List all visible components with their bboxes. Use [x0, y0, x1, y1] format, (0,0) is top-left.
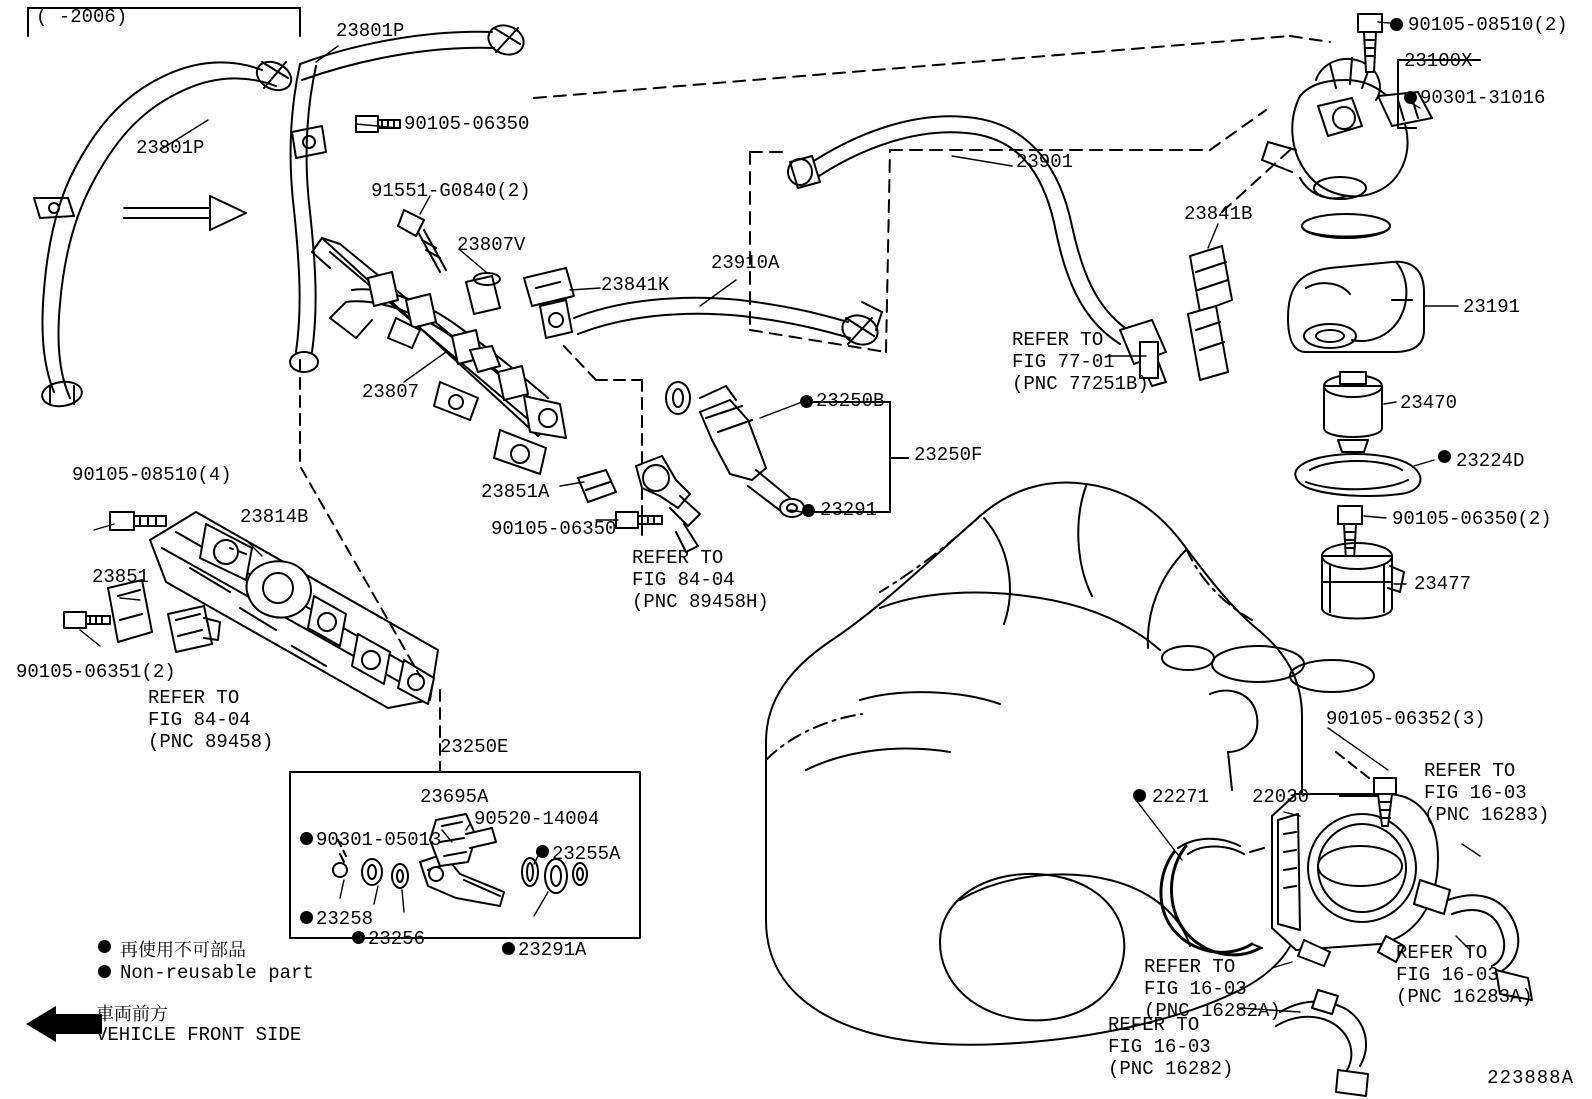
ref-line2: FIG 84-04: [148, 709, 251, 731]
part-label-23910A: 23910A: [711, 252, 780, 274]
ref-line1: REFER TO: [1012, 329, 1104, 351]
ref-line3: (PNC 89458): [148, 731, 274, 753]
ref-77-01: [1012, 329, 1149, 395]
ref-line3: (PNC 16283): [1424, 804, 1550, 826]
ref-16-03-16282a: [1144, 956, 1281, 1022]
ref-line2: FIG 16-03: [1108, 1036, 1211, 1058]
nonreusable-dot: [1390, 18, 1403, 31]
part-label-23801P-left: 23801P: [136, 137, 205, 159]
nonreusable-dot: [802, 504, 815, 517]
nonreusable-dot: [300, 832, 313, 845]
part-label-90301-05013: 90301-05013: [316, 829, 442, 851]
ref-16-03-16282: [1108, 1014, 1233, 1080]
nonreusable-dot: [1133, 789, 1146, 802]
legend-front-jp: 車両前方: [96, 1004, 168, 1025]
nonreusable-dot: [98, 965, 111, 978]
part-label-23291: 23291: [820, 499, 878, 521]
legend-nonreusable-jp: 再使用不可部品: [120, 940, 246, 961]
part-label-23258: 23258: [316, 908, 374, 930]
ref-line2: FIG 84-04: [632, 569, 735, 591]
part-label-23807V: 23807V: [457, 234, 526, 256]
nonreusable-dot: [502, 942, 515, 955]
legend-front-en: VEHICLE FRONT SIDE: [96, 1024, 302, 1046]
ref-line3: (PNC 89458H): [632, 591, 769, 613]
range-note: ( -2006): [36, 6, 128, 28]
ref-line3: (PNC 16282A): [1144, 1000, 1281, 1022]
ref-line1: REFER TO: [1108, 1014, 1200, 1036]
part-label-22030: 22030: [1252, 786, 1310, 808]
ref-16-03-16283a: [1396, 942, 1533, 1008]
legend-nonreusable-en: Non-reusable part: [120, 962, 314, 984]
part-label-23841K: 23841K: [601, 274, 670, 296]
ref-line2: FIG 16-03: [1424, 782, 1527, 804]
part-label-90105-06351-2: 90105-06351(2): [16, 661, 176, 683]
part-label-23191: 23191: [1463, 296, 1521, 318]
part-label-23224D: 23224D: [1456, 450, 1525, 472]
part-label-90105-08510-2: 90105-08510(2): [1408, 14, 1568, 36]
part-label-90105-06350-2: 90105-06350(2): [1392, 508, 1552, 530]
nonreusable-dot: [536, 845, 549, 858]
nonreusable-dot: [98, 940, 111, 953]
part-label-23250E: 23250E: [440, 736, 509, 758]
part-label-23255A: 23255A: [552, 843, 621, 865]
part-label-90105-06350-top: 90105-06350: [404, 113, 530, 135]
part-label-23851A: 23851A: [481, 481, 550, 503]
ref-84-04: [148, 687, 273, 753]
part-label-23256: 23256: [368, 928, 426, 950]
part-label-23814B: 23814B: [240, 506, 309, 528]
ref-line3: (PNC 77251B): [1012, 373, 1149, 395]
part-label-90105-06350-mid: 90105-06350: [491, 518, 617, 540]
ref-line1: REFER TO: [1144, 956, 1236, 978]
ref-line3: (PNC 16283A): [1396, 986, 1533, 1008]
diagram-code: 223888A: [1487, 1067, 1574, 1089]
ref-84-04-h: [632, 547, 769, 613]
part-label-23250F: 23250F: [914, 444, 983, 466]
part-label-22271: 22271: [1152, 786, 1210, 808]
part-label-23901: 23901: [1016, 151, 1074, 173]
part-label-90105-06352-3: 90105-06352(3): [1326, 708, 1486, 730]
nonreusable-dot: [800, 395, 813, 408]
vehicle-front-arrow: [26, 1006, 102, 1042]
part-label-23851: 23851: [92, 566, 150, 588]
part-label-90105-08510-4: 90105-08510(4): [72, 464, 232, 486]
ref-line1: REFER TO: [148, 687, 240, 709]
ref-line2: FIG 77-01: [1012, 351, 1115, 373]
ref-line2: FIG 16-03: [1144, 978, 1247, 1000]
part-label-23807: 23807: [362, 381, 420, 403]
nonreusable-dot: [352, 931, 365, 944]
ref-line3: (PNC 16282): [1108, 1058, 1234, 1080]
ref-line1: REFER TO: [1396, 942, 1488, 964]
part-label-90520-14004: 90520-14004: [474, 808, 600, 830]
ref-line1: REFER TO: [1424, 760, 1516, 782]
part-label-23100X: 23100X: [1404, 50, 1473, 72]
ref-line2: FIG 16-03: [1396, 964, 1499, 986]
ref-line1: REFER TO: [632, 547, 724, 569]
part-label-23477: 23477: [1414, 573, 1472, 595]
part-label-90301-31016: 90301-31016: [1420, 87, 1546, 109]
part-label-23470: 23470: [1400, 392, 1458, 414]
nonreusable-dot: [1404, 91, 1417, 104]
part-label-23250B: 23250B: [816, 390, 885, 412]
part-label-23291A: 23291A: [518, 939, 587, 961]
part-label-23841B: 23841B: [1184, 203, 1253, 225]
part-label-91551-G0840: 91551-G0840(2): [371, 180, 531, 202]
part-label-23801P-top: 23801P: [336, 20, 405, 42]
nonreusable-dot: [1438, 450, 1451, 463]
nonreusable-dot: [300, 911, 313, 924]
part-label-23695A: 23695A: [420, 786, 489, 808]
ref-16-03-16283: [1424, 760, 1549, 826]
